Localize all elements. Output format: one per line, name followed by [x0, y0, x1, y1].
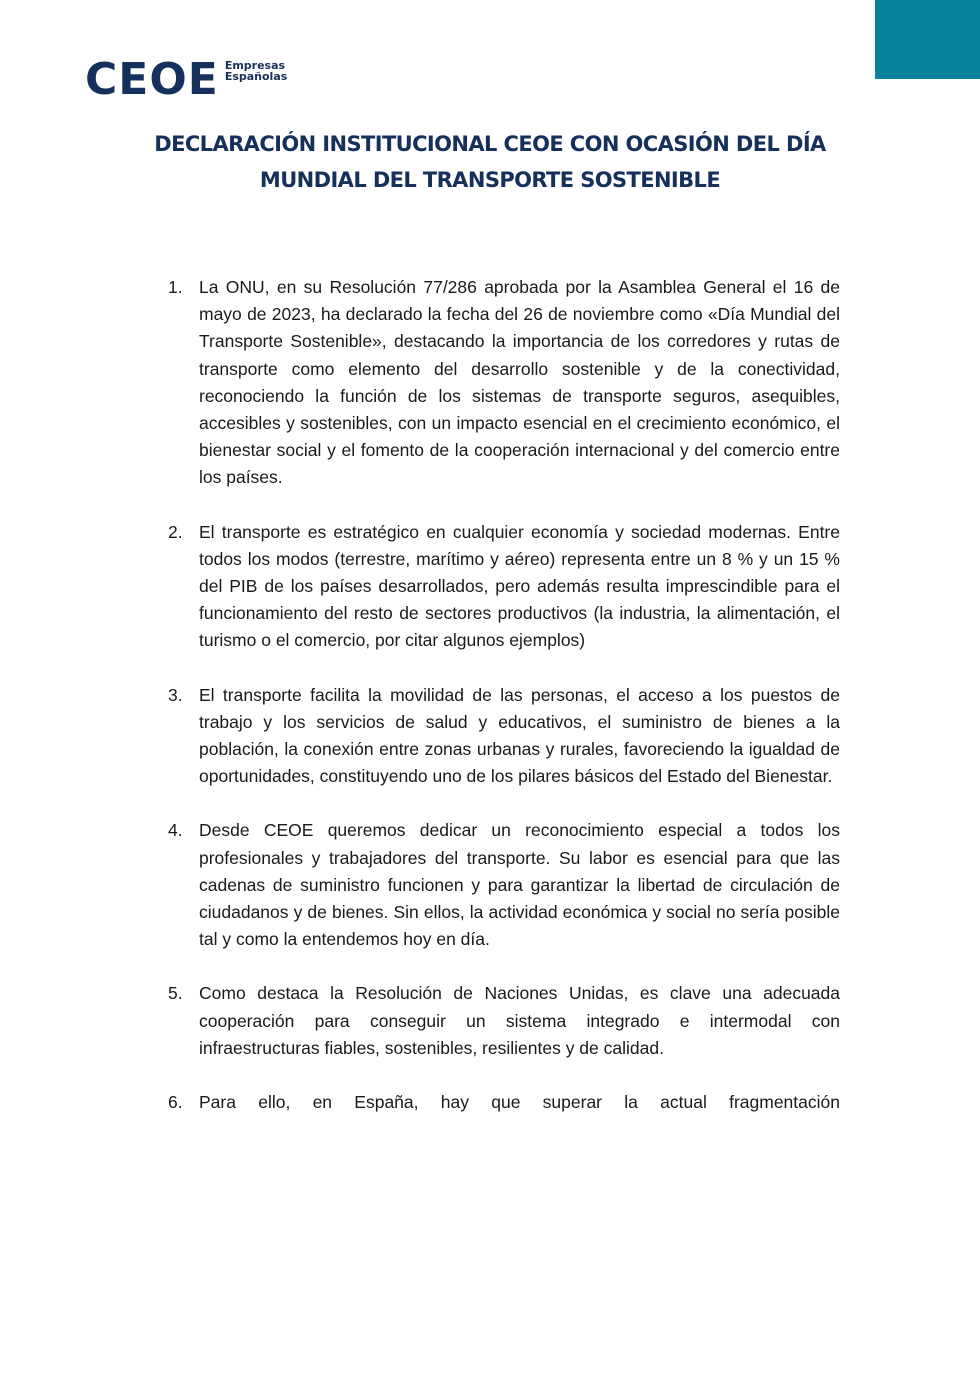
- item-number: 2.: [168, 521, 183, 542]
- item-text: Como destaca la Resolución de Naciones Unidas, es clave una adecuada cooperación para conseguir un sistema integrado e intermodal con infraestructuras fiables, sostenibles, resilientes y de calidad.: [199, 983, 840, 1058]
- item-text: La ONU, en su Resolución 77/286 aprobada por la Asamblea General el 16 de mayo de 2023, ha declarado la fecha del 26 de noviembre como «Día Mundial del Transporte Sostenible», destacando la importancia de los corredores y rutas de transporte como elemento del desarrollo sostenible y de la conectividad, reconociendo la función de los sistemas de transporte seguros, asequibles, accesibles y sostenibles, con un impacto esencial en el crecimiento económico, el bienestar social y el fomento de la cooperación internacional y del comercio entre los países.: [199, 277, 840, 488]
- list-item: [168, 519, 840, 655]
- item-text: Desde CEOE queremos dedicar un reconocimiento especial a todos los profesionales y trabajadores del transporte. Su labor es esencial para que las cadenas de suministro funcionen y para garantizar la libertad de circulación de ciudadanos y de bienes. Sin ellos, la actividad económica y social no sería posible tal y como la entendemos hoy en día.: [199, 820, 840, 950]
- title-line-1: DECLARACIÓN INSTITUCIONAL CEOE CON OCASIÓN DEL DÍA: [154, 132, 826, 156]
- title-line-2: MUNDIAL DEL TRANSPORTE SOSTENIBLE: [259, 168, 721, 192]
- declaration-list: [168, 274, 840, 1143]
- item-number: 6.: [168, 1092, 183, 1113]
- item-text: El transporte facilita la movilidad de las personas, el acceso a los puestos de trabajo y los servicios de salud y educativos, el suministro de bienes a la población, la conexión entre zonas urbanas y rurales, favoreciendo la igualdad de oportunidades, constituyendo uno de los pilares básicos del Estado del Bienestar.: [199, 684, 840, 787]
- list-item: [168, 980, 840, 1062]
- document-title: [110, 126, 870, 198]
- logo-subtitle: [225, 60, 288, 82]
- list-item: [168, 682, 840, 791]
- logo-subtitle-line2: Españolas: [224, 70, 288, 83]
- item-number: 3.: [168, 684, 183, 705]
- item-number: 1.: [168, 277, 183, 297]
- item-text: El transporte es estratégico en cualquier economía y sociedad modernas. Entre todos los modos (terrestre, marítimo y aéreo) representa entre un 8 % y un 15 % del PIB de los países desarrollados, pero además resulta imprescindible para el funcionamiento del resto de sectores productivos (la industria, la alimentación, el turismo o el comercio, por citar algunos ejemplos): [199, 521, 840, 651]
- item-text: Para ello, en España, hay que superar la actual fragmentación: [199, 1092, 840, 1113]
- logo-subtitle-line1: Empresas: [224, 59, 286, 72]
- corner-accent-block: [875, 0, 980, 79]
- ceoe-logo: [85, 54, 288, 105]
- item-number: 4.: [168, 820, 183, 841]
- list-item: [168, 274, 840, 492]
- logo-mark: CEOE: [85, 54, 219, 105]
- item-number: 5.: [168, 983, 183, 1004]
- list-item: [168, 817, 840, 953]
- list-item: [168, 1089, 840, 1116]
